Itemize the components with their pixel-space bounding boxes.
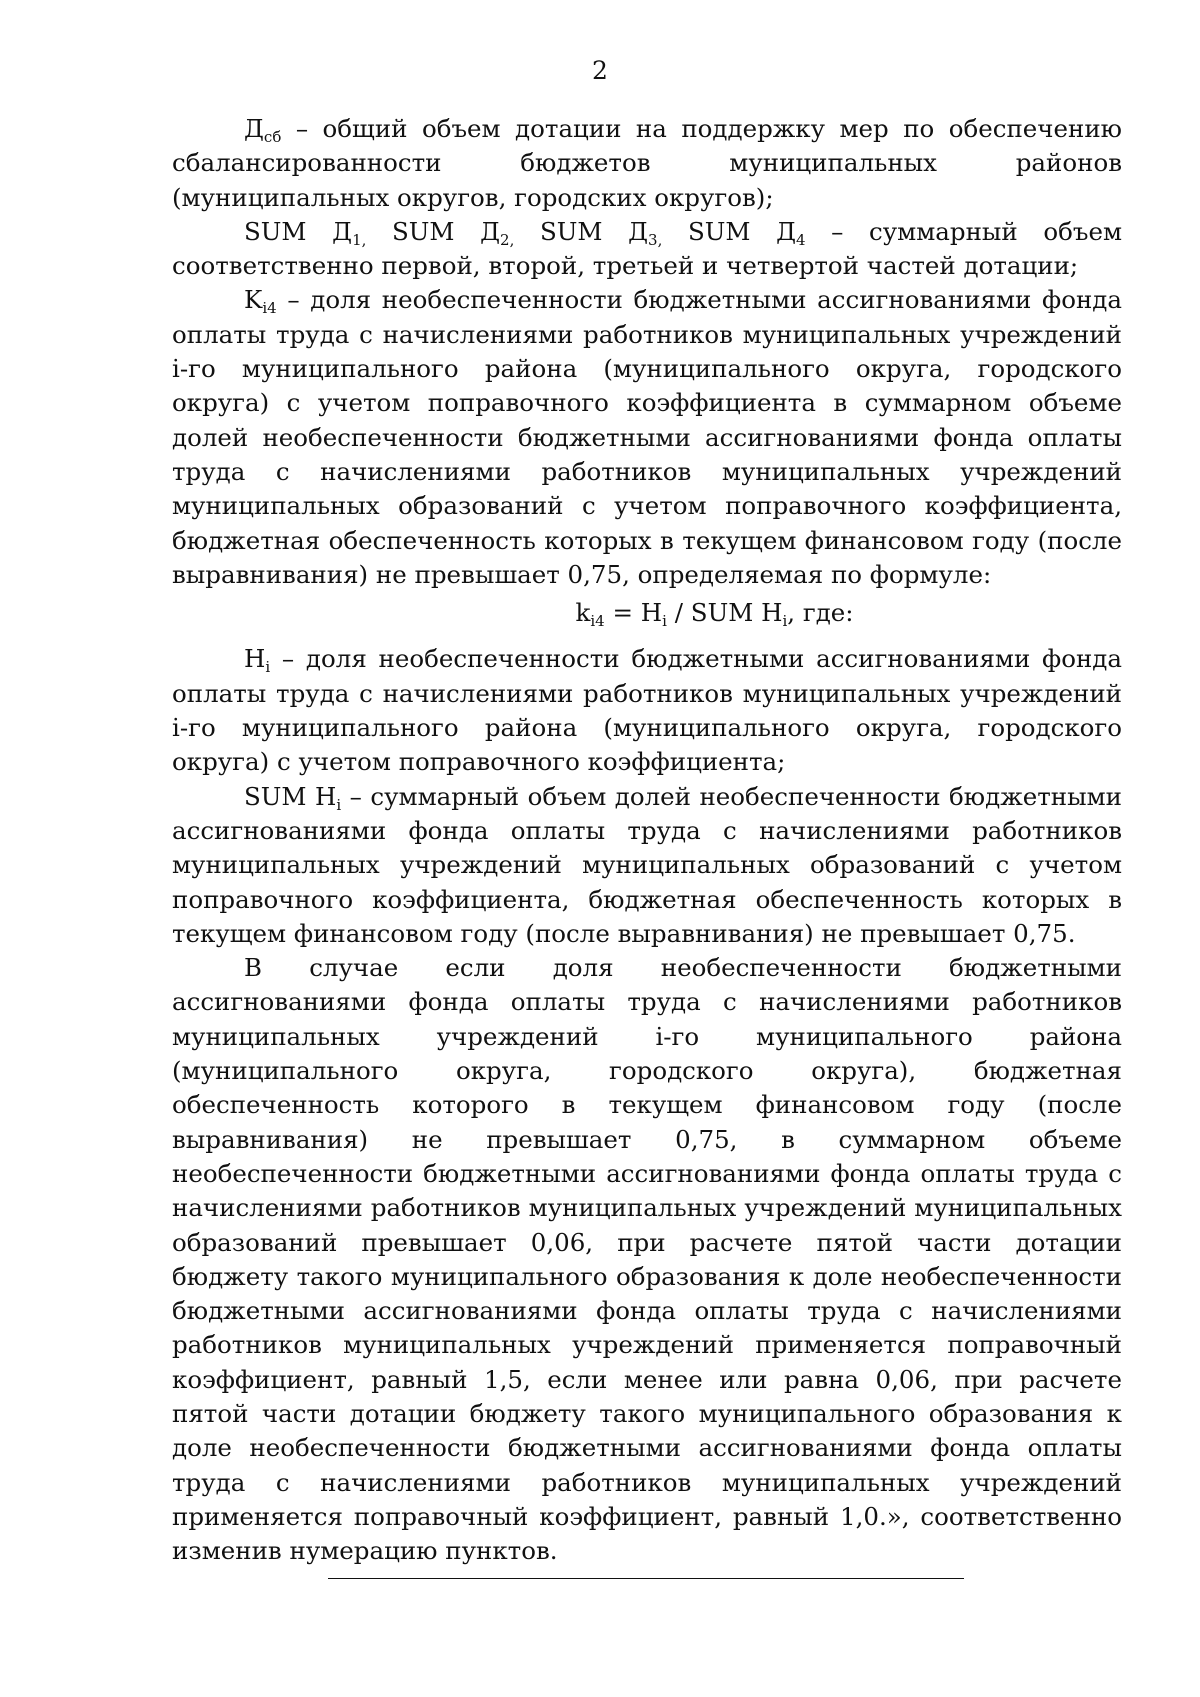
subscript-3: 3, bbox=[648, 230, 663, 249]
paragraph-h-i bbox=[172, 642, 1122, 779]
page-number: 2 bbox=[592, 56, 608, 85]
symbol-k: K bbox=[244, 285, 263, 315]
subscript-i4: i4 bbox=[262, 299, 277, 318]
symbol-sum-d1: SUM Д bbox=[244, 216, 353, 246]
paragraph-text: – суммарный объем соответственно первой, второй, третьей и четвертой частей дотации; bbox=[172, 216, 1122, 281]
symbol-h: H bbox=[244, 644, 266, 674]
paragraph-sum-parts bbox=[172, 215, 1122, 284]
formula-rhs-subscript: i bbox=[782, 612, 788, 631]
symbol-sum-h: SUM H bbox=[244, 781, 337, 811]
subscript-i: i bbox=[336, 795, 342, 814]
closing-rule bbox=[328, 1578, 964, 1579]
subscript-4: 4 bbox=[796, 230, 806, 249]
paragraph-sum-h-i bbox=[172, 780, 1122, 951]
formula-k-i4 bbox=[172, 596, 1122, 630]
symbol-sum-d4: SUM Д bbox=[662, 216, 797, 246]
formula-mid: = H bbox=[604, 598, 663, 628]
paragraph-correction-coefficient: В случае если доля необеспеченности бюджетными ассигнованиями фонда оплаты труда с начислениями работников муниципальных учреждений i-го муниципального района (муниципального округа, городского округа), бюджетная обеспеченность которого в текущем финансовом году (после выравнивания) не превышает 0,75, в суммарном объеме необеспеченности бюджетными ассигнованиями фонда оплаты труда с начислениями работников муниципальных учреждений муниципальных образований превышает 0,06, при расчете пятой части дотации бюджету такого муниципального образования к доле необеспеченности бюджетными ассигнованиями фонда оплаты труда с начислениями работников муниципальных учреждений применяется поправочный коэффициент, равный 1,5, если менее или равна 0,06, при расчете пятой части дотации бюджету такого муниципального образования к доле необеспеченности бюджетными ассигнованиями фонда оплаты труда с начислениями работников муниципальных учреждений применяется поправочный коэффициент, равный 1,0.», соответственно изменив нумерацию пунктов. bbox=[172, 953, 1122, 1566]
symbol-d-sb: Д bbox=[244, 114, 264, 143]
subscript-sb: сб bbox=[263, 128, 282, 146]
paragraph-subsidy-total bbox=[172, 112, 1122, 215]
paragraph-text: – общий объем дотации на поддержку мер по обеспечению сбалансированности бюджетов муниципальных районов (муниципальных округов, городских округов); bbox=[172, 114, 1122, 212]
paragraph-text: – суммарный объем долей необеспеченности бюджетными ассигнованиями фонда оплаты труда с начислениями работников муниципальных учреждений муниципальных образований с учетом поправочного коэффициента, бюджетная обеспеченность которых в текущем финансовом году (после выравнивания) не превышает 0,75. bbox=[172, 781, 1122, 948]
symbol-sum-d2: SUM Д bbox=[366, 216, 501, 246]
paragraph-k-i4 bbox=[172, 283, 1122, 592]
paragraph-text: – доля необеспеченности бюджетными ассигнованиями фонда оплаты труда с начислениями работников муниципальных учреждений i-го муниципального района (муниципального округа, городского округа) с учетом поправочного коэффициента; bbox=[172, 644, 1122, 777]
formula-rhs: / SUM H bbox=[666, 598, 783, 628]
subscript-1: 1, bbox=[352, 230, 367, 249]
formula-tail: , где: bbox=[787, 598, 854, 628]
document-body bbox=[172, 112, 1122, 1568]
formula-mid-subscript: i bbox=[662, 612, 667, 631]
formula-lhs: k bbox=[575, 598, 591, 628]
subscript-2: 2, bbox=[500, 230, 515, 249]
symbol-sum-d3: SUM Д bbox=[514, 216, 649, 246]
subscript-i: i bbox=[265, 658, 271, 677]
paragraph-text: – доля необеспеченности бюджетными ассигнованиями фонда оплаты труда с начислениями работников муниципальных учреждений i-го муниципального района (муниципального округа, городского округа) с учетом поправочного коэффициента в суммарном объеме долей необеспеченности бюджетными ассигнованиями фонда оплаты труда с начислениями работников муниципальных учреждений муниципальных образований с учетом поправочного коэффициента, бюджетная обеспеченность которых в текущем финансовом году (после выравнивания) не превышает 0,75, определяемая по формуле: bbox=[172, 285, 1122, 589]
formula-lhs-subscript: i4 bbox=[590, 612, 605, 631]
